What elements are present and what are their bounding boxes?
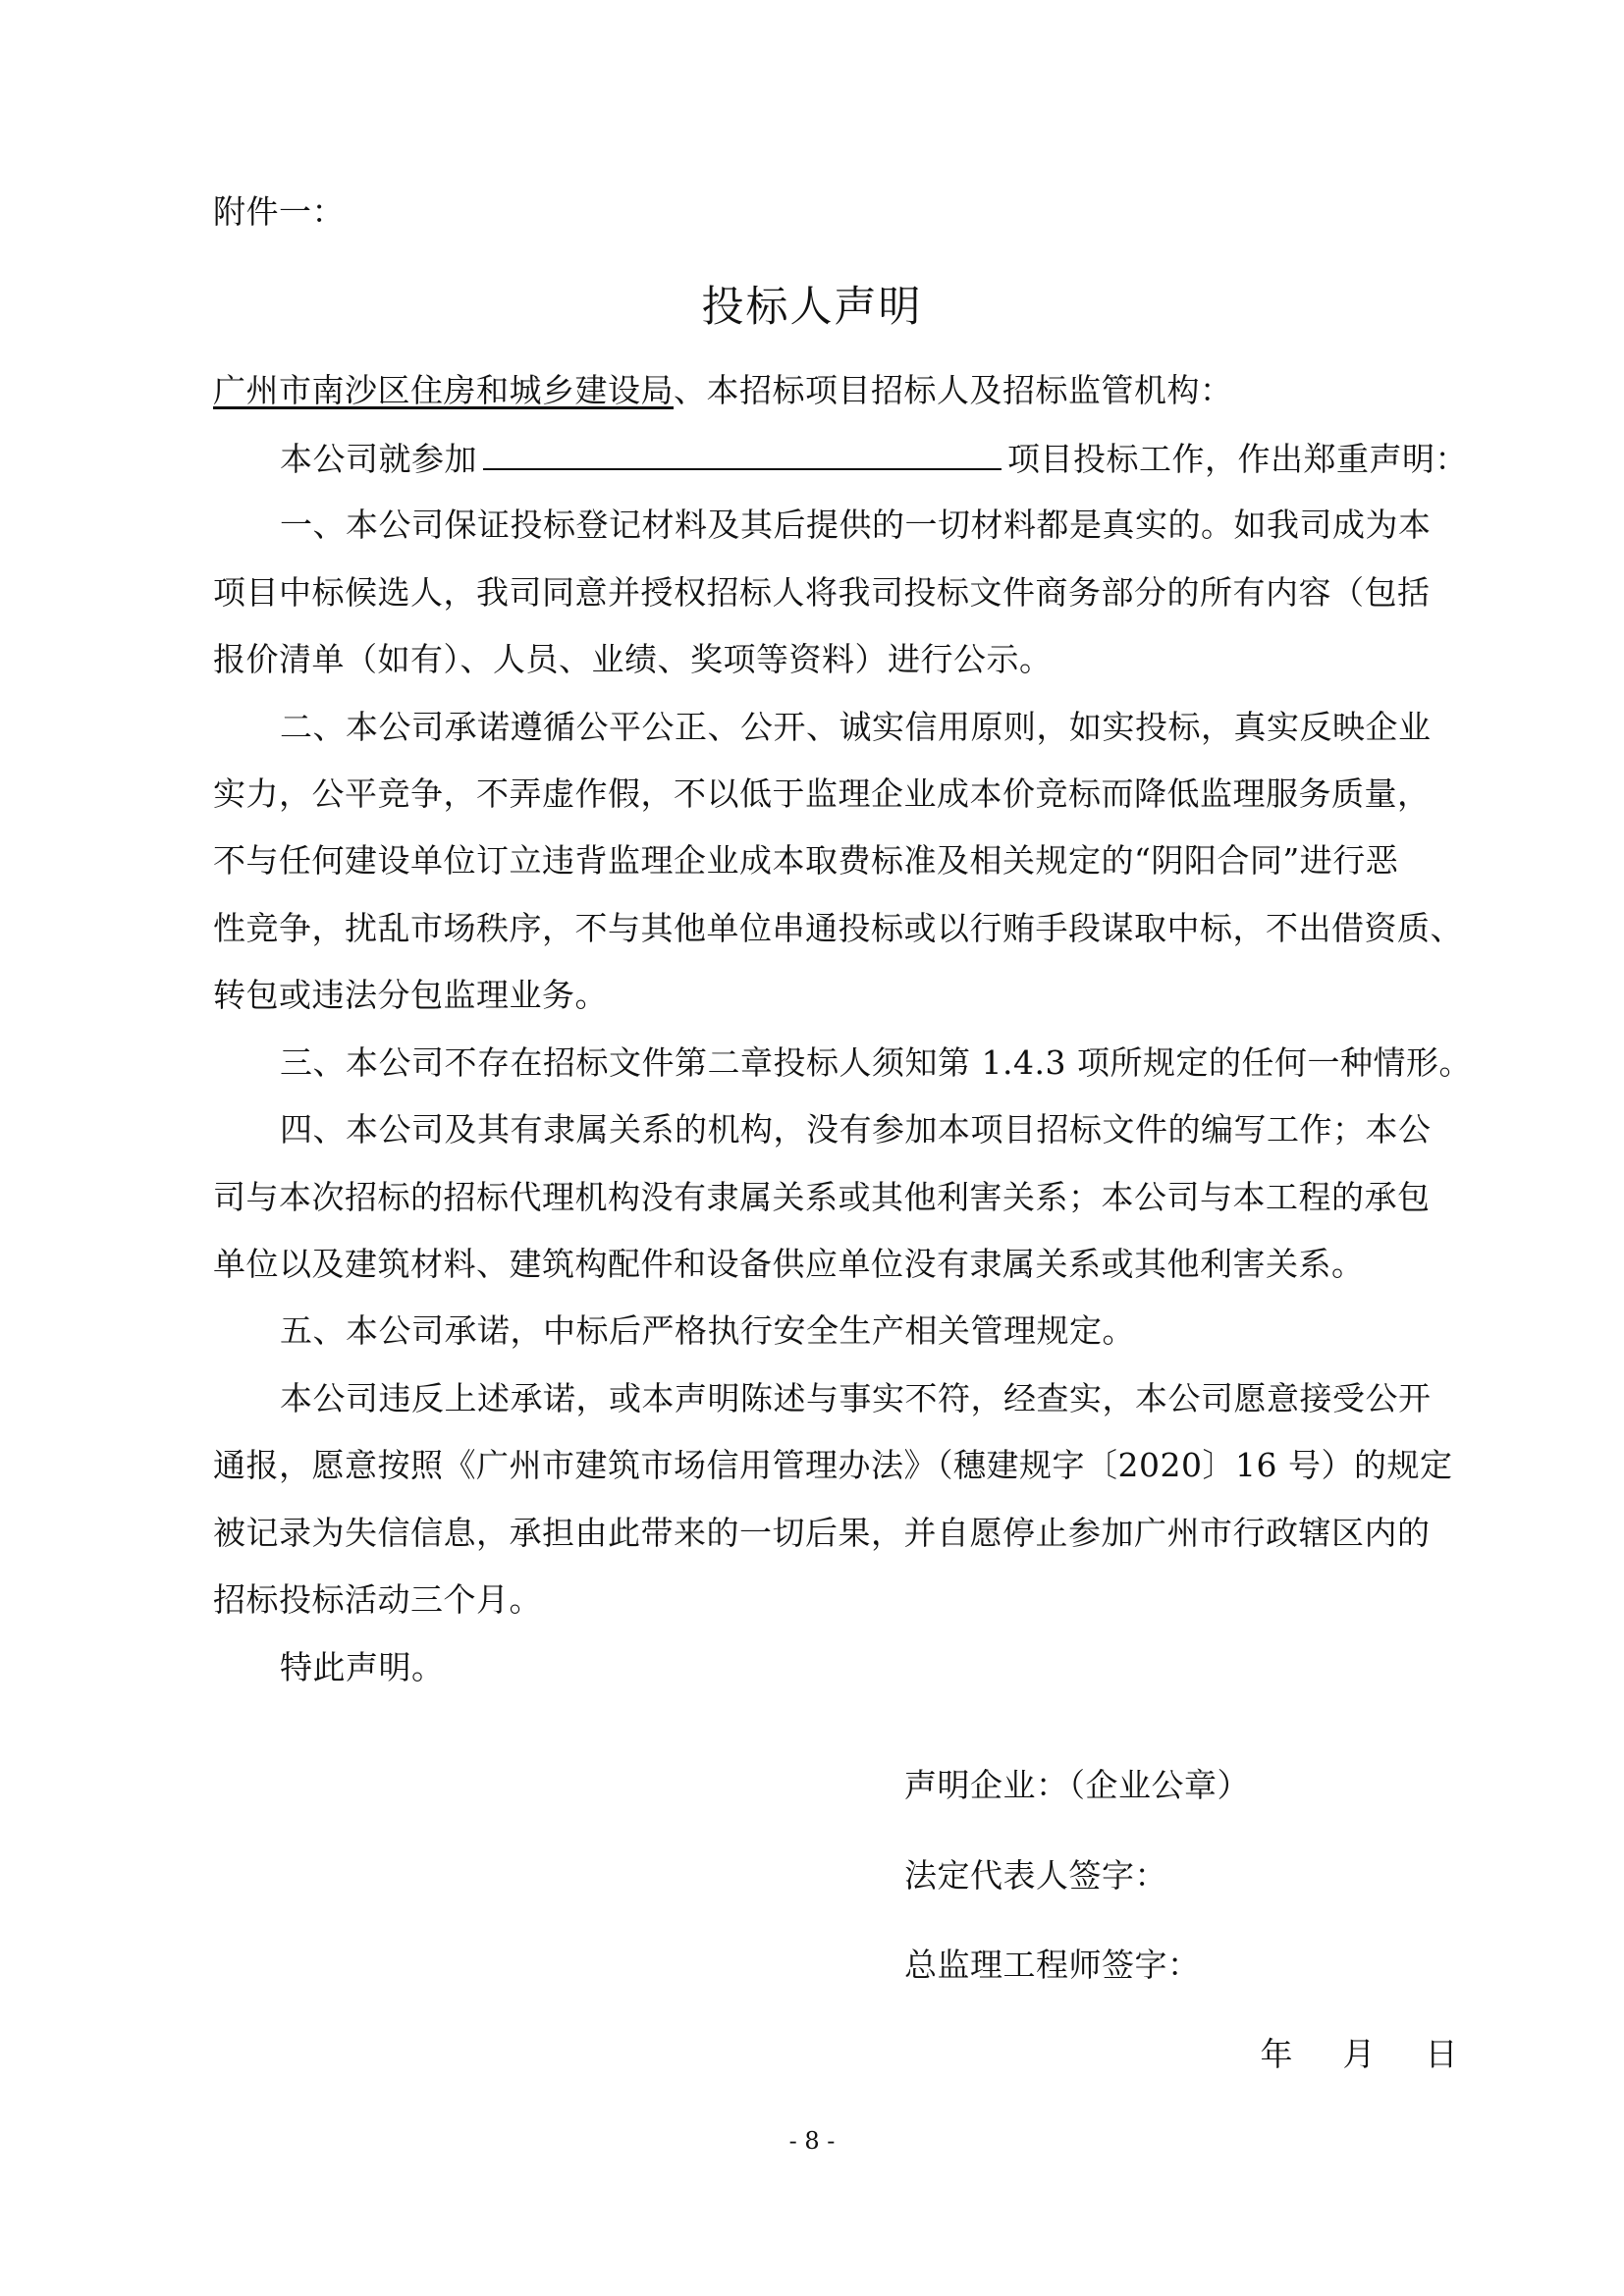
intro-after: 项目投标工作，作出郑重声明： [1007, 440, 1468, 478]
paragraph-6-line: 本公司违反上述承诺，或本声明陈述与事实不符，经查实，本公司愿意接受公开 [280, 1379, 1432, 1417]
date-year: 年 [1260, 2035, 1293, 2073]
signature-legal-representative: 法定代表人签字： [904, 1856, 1167, 1895]
paragraph-1-line: 报价清单（如有）、人员、业绩、奖项等资料）进行公示。 [213, 640, 1053, 678]
paragraph-3-line: 三、本公司不存在招标文件第二章投标人须知第 1.4.3 项所规定的任何一种情形。 [280, 1043, 1472, 1082]
date-month: 月 [1342, 2035, 1376, 2073]
paragraph-6-line: 被记录为失信信息，承担由此带来的一切后果，并自愿停止参加广州市行政辖区内的 [213, 1514, 1431, 1552]
date-line [1235, 2035, 1483, 2074]
closing-statement: 特此声明。 [280, 1648, 445, 1686]
paragraph-4-line: 单位以及建筑材料、建筑构配件和设备供应单位没有隶属关系或其他利害关系。 [213, 1245, 1365, 1283]
signature-company: 声明企业：（企业公章） [904, 1766, 1250, 1804]
paragraph-2-line: 不与任何建设单位订立违背监理企业成本取费标准及相关规定的“阴阳合同”进行恶 [213, 841, 1399, 880]
paragraph-2-line: 实力，公平竞争，不弄虚作假，不以低于监理企业成本价竞标而降低监理服务质量， [213, 774, 1431, 813]
addressee-authority: 广州市南沙区住房和城乡建设局 [213, 371, 674, 409]
intro-line [280, 439, 1468, 479]
paragraph-4-line: 四、本公司及其有隶属关系的机构，没有参加本项目招标文件的编写工作；本公 [280, 1110, 1432, 1148]
document-title: 投标人声明 [701, 283, 923, 332]
addressee [213, 371, 1233, 410]
paragraph-6-line: 通报，愿意按照《广州市建筑市场信用管理办法》（穗建规字〔2020〕16 号）的规定 [213, 1446, 1453, 1484]
intro-before: 本公司就参加 [280, 440, 477, 478]
paragraph-2-line: 二、本公司承诺遵循公平公正、公开、诚实信用原则，如实投标，真实反映企业 [280, 708, 1432, 746]
paragraph-2-line: 性竞争，扰乱市场秩序，不与其他单位串通投标或以行贿手段谋取中标，不出借资质、 [213, 909, 1463, 947]
paragraph-6-line: 招标投标活动三个月。 [213, 1580, 542, 1619]
addressee-rest: 、本招标项目招标人及招标监管机构： [674, 371, 1233, 409]
paragraph-4-line: 司与本次招标的招标代理机构没有隶属关系或其他利害关系；本公司与本工程的承包 [213, 1178, 1431, 1216]
project-name-blank [483, 439, 1001, 470]
paragraph-1-line: 项目中标候选人，我司同意并授权招标人将我司投标文件商务部分的所有内容（包括 [213, 573, 1431, 612]
signature-chief-engineer: 总监理工程师签字： [904, 1946, 1201, 1984]
page-number: - 8 - [788, 2127, 836, 2155]
attachment-label: 附件一： [213, 192, 345, 231]
paragraph-1-line: 一、本公司保证投标登记材料及其后提供的一切材料都是真实的。如我司成为本 [280, 506, 1432, 544]
paragraph-2-line: 转包或违法分包监理业务。 [213, 976, 608, 1014]
paragraph-5-line: 五、本公司承诺，中标后严格执行安全生产相关管理规定。 [280, 1311, 1135, 1350]
date-day: 日 [1425, 2035, 1458, 2073]
